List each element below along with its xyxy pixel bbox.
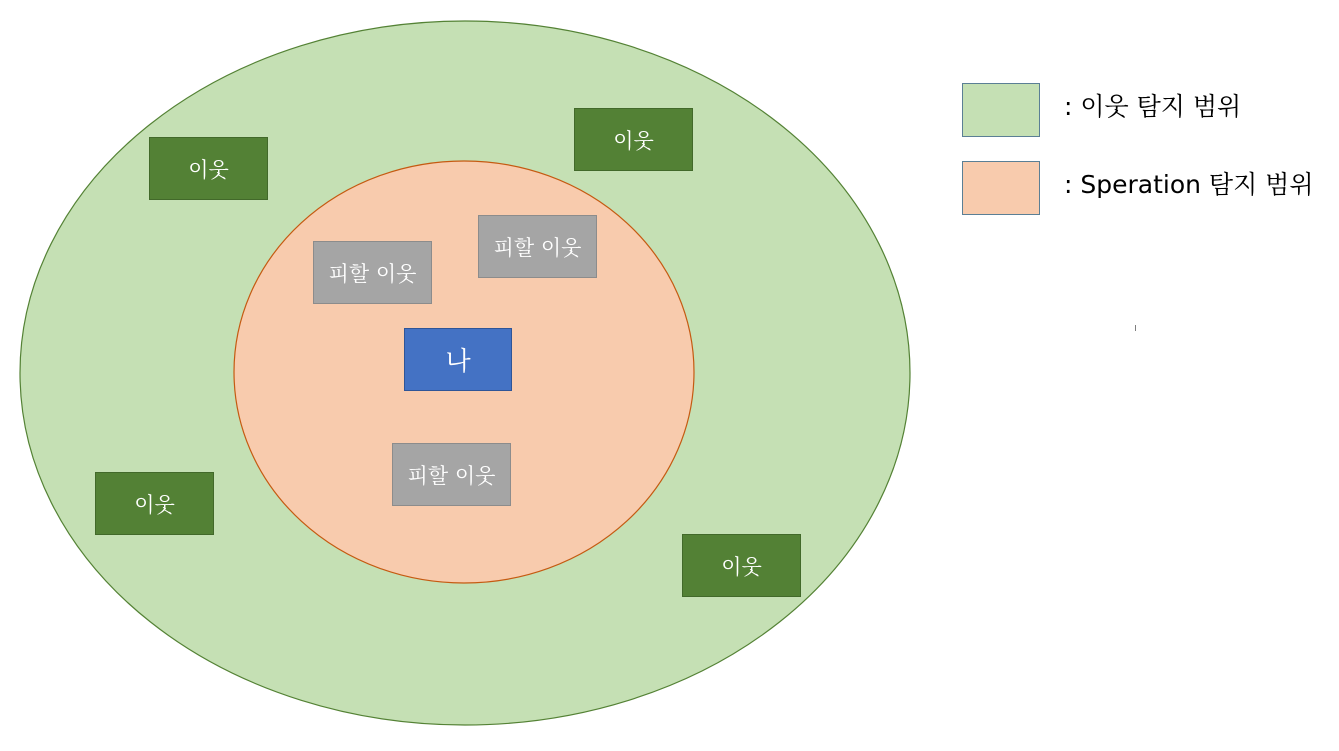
- neighbor-box: 이웃: [149, 137, 268, 200]
- legend-swatch-neighbor-range: [962, 83, 1040, 137]
- legend-label-neighbor-range: : 이웃 탐지 범위: [1064, 92, 1242, 121]
- avoid-neighbor-box: 피할 이웃: [313, 241, 432, 304]
- avoid-neighbor-box: 피할 이웃: [478, 215, 597, 278]
- legend-label-separation-range: : Speration 탐지 범위: [1064, 170, 1314, 199]
- avoid-neighbor-box: 피할 이웃: [392, 443, 511, 506]
- self-box: 나: [404, 328, 512, 391]
- neighbor-box: 이웃: [682, 534, 801, 597]
- stray-mark: [1135, 325, 1136, 331]
- neighbor-box: 이웃: [95, 472, 214, 535]
- legend-swatch-separation-range: [962, 161, 1040, 215]
- neighbor-box: 이웃: [574, 108, 693, 171]
